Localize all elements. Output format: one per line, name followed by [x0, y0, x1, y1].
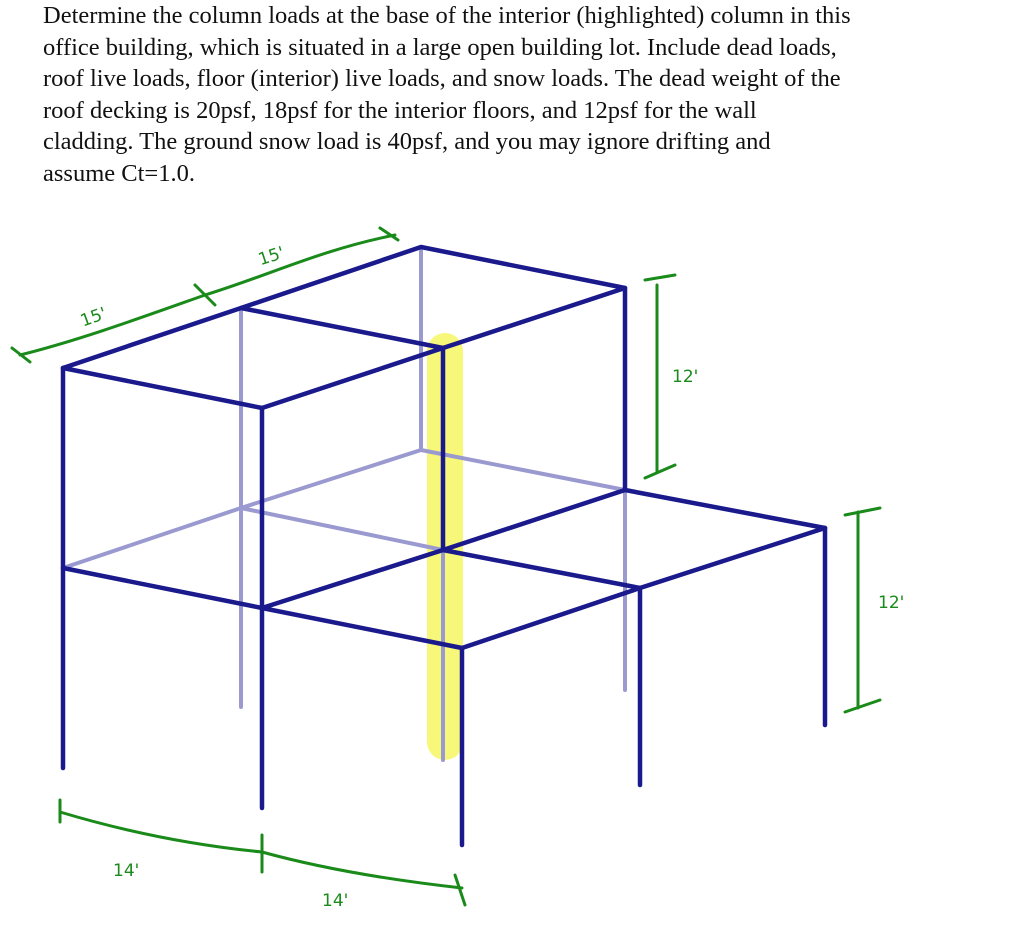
dim-label-lower-height: 12'	[878, 593, 905, 613]
dim-tick-7	[845, 700, 880, 712]
floor-front-right	[262, 550, 443, 608]
problem-line-6: assume Ct=1.0.	[43, 159, 195, 187]
floor-mid	[443, 490, 625, 550]
dim-tick-2	[195, 285, 215, 305]
lower-roof-front-right	[462, 588, 640, 648]
upper-roof-front-right	[262, 348, 443, 408]
dim-label-bottom-left: 14'	[113, 861, 140, 881]
hidden-beam-back-floor	[241, 450, 421, 508]
hidden-members	[63, 247, 625, 760]
dim-bottom-left-line	[60, 812, 262, 852]
hidden-beam-left-floor	[63, 508, 241, 568]
dim-tick-10	[455, 875, 465, 905]
dim-label-top-right: 15'	[255, 243, 288, 271]
floor-front-left	[63, 568, 262, 608]
lower-roof-back	[625, 490, 825, 528]
dim-tick-5	[645, 465, 675, 478]
upper-roof-front-left	[63, 368, 262, 408]
hidden-beam-mid-floor	[241, 508, 443, 550]
dim-tick-6	[845, 508, 880, 515]
problem-line-5: cladding. The ground snow load is 40psf, and you may ignore drifting and	[43, 128, 771, 155]
upper-roof-mid	[241, 308, 443, 348]
dim-bottom-right-line	[262, 852, 462, 888]
dim-tick-1	[12, 348, 30, 362]
upper-roof-outline	[63, 247, 625, 490]
problem-line-1: Determine the column loads at the base of the interior (highlighted) column in this	[43, 2, 851, 29]
lower-roof-right	[640, 528, 825, 588]
lower-roof-mid	[443, 550, 640, 588]
problem-line-2: office building, which is situated in a large open building lot. Include dead loads,	[43, 33, 837, 61]
dim-label-bottom-right: 14'	[322, 891, 349, 911]
problem-line-4: roof decking is 20psf, 18psf for the interior floors, and 12psf for the wall	[43, 96, 757, 124]
dim-top-left-line	[20, 295, 205, 355]
dim-label-upper-height: 12'	[672, 367, 699, 387]
upper-roof-right	[443, 288, 625, 348]
problem-line-3: roof live loads, floor (interior) live loads, and snow loads. The dead weight of the	[43, 65, 841, 92]
dim-label-top-left: 15'	[77, 303, 110, 332]
dim-tick-4	[645, 275, 675, 280]
